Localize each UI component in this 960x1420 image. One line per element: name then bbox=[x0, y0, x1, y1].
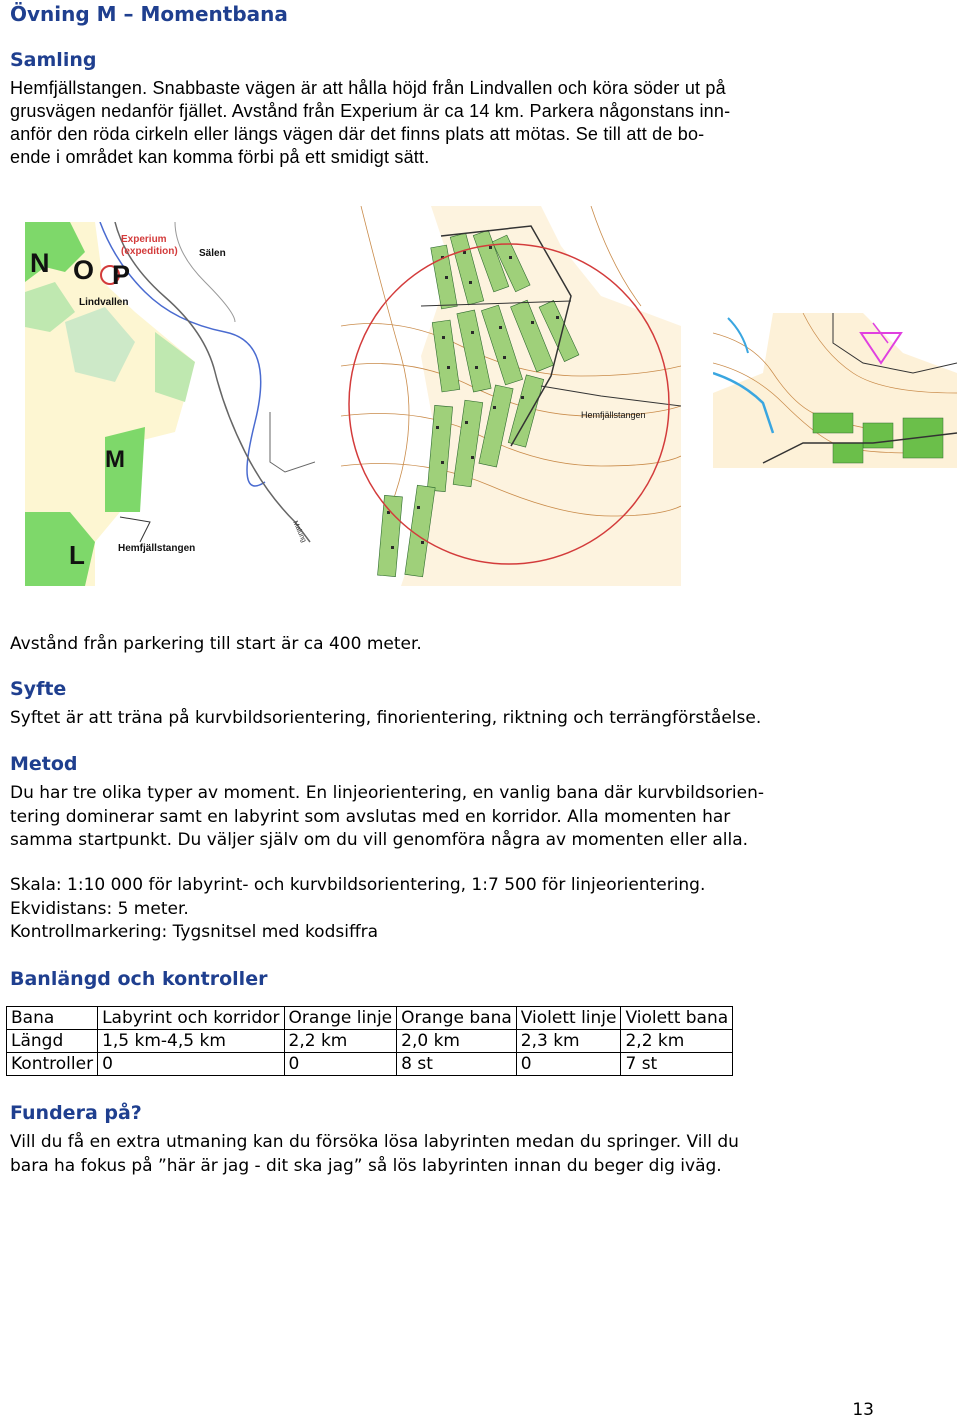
heading-samling: Samling bbox=[10, 49, 97, 71]
table-cell: Orange bana bbox=[397, 1007, 517, 1030]
scale-line: Skala: 1:10 000 för labyrint- och kurvbildsorientering, 1:7 500 för linjeorientering. bbox=[10, 875, 706, 895]
table-cell: 2,3 km bbox=[516, 1030, 621, 1053]
course-table bbox=[6, 1006, 733, 1076]
map-label-lindvallen: Lindvallen bbox=[79, 297, 129, 308]
metod-line: Du har tre olika typer av moment. En linjeorientering, en vanlig bana där kurvbildsorien- bbox=[10, 783, 765, 803]
samling-text bbox=[10, 77, 730, 169]
heading-syfte: Syfte bbox=[10, 678, 67, 700]
detail-map bbox=[341, 206, 681, 586]
fundera-text bbox=[10, 1131, 739, 1178]
table-cell: Längd bbox=[7, 1030, 98, 1053]
table-cell: Labyrint och korridor bbox=[98, 1007, 284, 1030]
page-number: 13 bbox=[852, 1400, 874, 1420]
samling-line: Hemfjällstangen. Snabbaste vägen är att hålla höjd från Lindvallen och köra söder ut på bbox=[10, 78, 726, 98]
table-cell: 0 bbox=[284, 1053, 397, 1076]
table-cell: 8 st bbox=[397, 1053, 517, 1076]
table-cell: 2,2 km bbox=[621, 1030, 733, 1053]
map-label-o: O bbox=[73, 255, 95, 285]
metod-line: tering dominerar samt en labyrint som avslutas med en korridor. Alla momenten har bbox=[10, 806, 731, 827]
table-cell: Violett bana bbox=[621, 1007, 733, 1030]
syfte-text: Syftet är att träna på kurvbildsorientering, finorientering, riktning och terrängförståelse. bbox=[10, 708, 762, 728]
heading-fundera: Fundera på? bbox=[10, 1102, 142, 1124]
samling-line: grusvägen nedanför fjället. Avstånd från Experium är ca 14 km. Parkera någonstans inn- bbox=[10, 101, 731, 121]
map-label-hemfjallstangen: Hemfjällstangen bbox=[118, 543, 196, 554]
heading-metod: Metod bbox=[10, 753, 78, 775]
fundera-line: Vill du få en extra utmaning kan du försöka lösa labyrinten medan du springer. Vill du bbox=[10, 1132, 739, 1152]
table-cell: 0 bbox=[98, 1053, 284, 1076]
distance-text: Avstånd från parkering till start är ca 400 meter. bbox=[10, 634, 422, 654]
map-label-n: N bbox=[30, 248, 50, 278]
table-cell: 2,0 km bbox=[397, 1030, 517, 1053]
contour-line: Ekvidistans: 5 meter. bbox=[10, 898, 189, 919]
course-map bbox=[713, 313, 957, 468]
table-cell: 7 st bbox=[621, 1053, 733, 1076]
metod-text bbox=[10, 782, 764, 853]
map-label-malung: Malung bbox=[291, 519, 308, 544]
samling-line: ende i området kan komma förbi på ett smidigt sätt. bbox=[10, 147, 430, 167]
map-label-salen: Sälen bbox=[199, 248, 226, 259]
map-label-experium: Experium bbox=[121, 234, 167, 245]
detail-map-label: Hemfjällstangen bbox=[581, 410, 646, 420]
overview-map bbox=[25, 222, 315, 586]
table-cell: 2,2 km bbox=[284, 1030, 397, 1053]
heading-banlangd: Banlängd och kontroller bbox=[10, 968, 268, 990]
table-cell: Orange linje bbox=[284, 1007, 397, 1030]
table-row bbox=[7, 1053, 733, 1076]
control-marking-line: Kontrollmarkering: Tygsnitsel med kodsiffra bbox=[10, 922, 379, 942]
page-title: Övning M – Momentbana bbox=[10, 2, 288, 26]
table-cell: Kontroller bbox=[7, 1053, 98, 1076]
map-label-expedition: (expedition) bbox=[121, 246, 178, 257]
table-cell: Violett linje bbox=[516, 1007, 621, 1030]
samling-line: anför den röda cirkeln eller längs vägen där det finns plats att mötas. Se till att de bo- bbox=[10, 124, 705, 144]
table-cell: 1,5 km-4,5 km bbox=[98, 1030, 284, 1053]
map-label-m: M bbox=[105, 446, 125, 473]
table-cell: 0 bbox=[516, 1053, 621, 1076]
map-label-l: L bbox=[69, 540, 85, 570]
metod-line: samma startpunkt. Du väljer själv om du vill genomföra några av momenten eller alla. bbox=[10, 830, 749, 850]
table-cell: Bana bbox=[7, 1007, 98, 1030]
map-label-p: P bbox=[112, 260, 131, 290]
fundera-line: bara ha fokus på ”här är jag - dit ska jag” så lös labyrinten innan du beger dig iväg. bbox=[10, 1155, 722, 1176]
table-row bbox=[7, 1030, 733, 1053]
table-row bbox=[7, 1007, 733, 1030]
map-info bbox=[10, 874, 705, 945]
